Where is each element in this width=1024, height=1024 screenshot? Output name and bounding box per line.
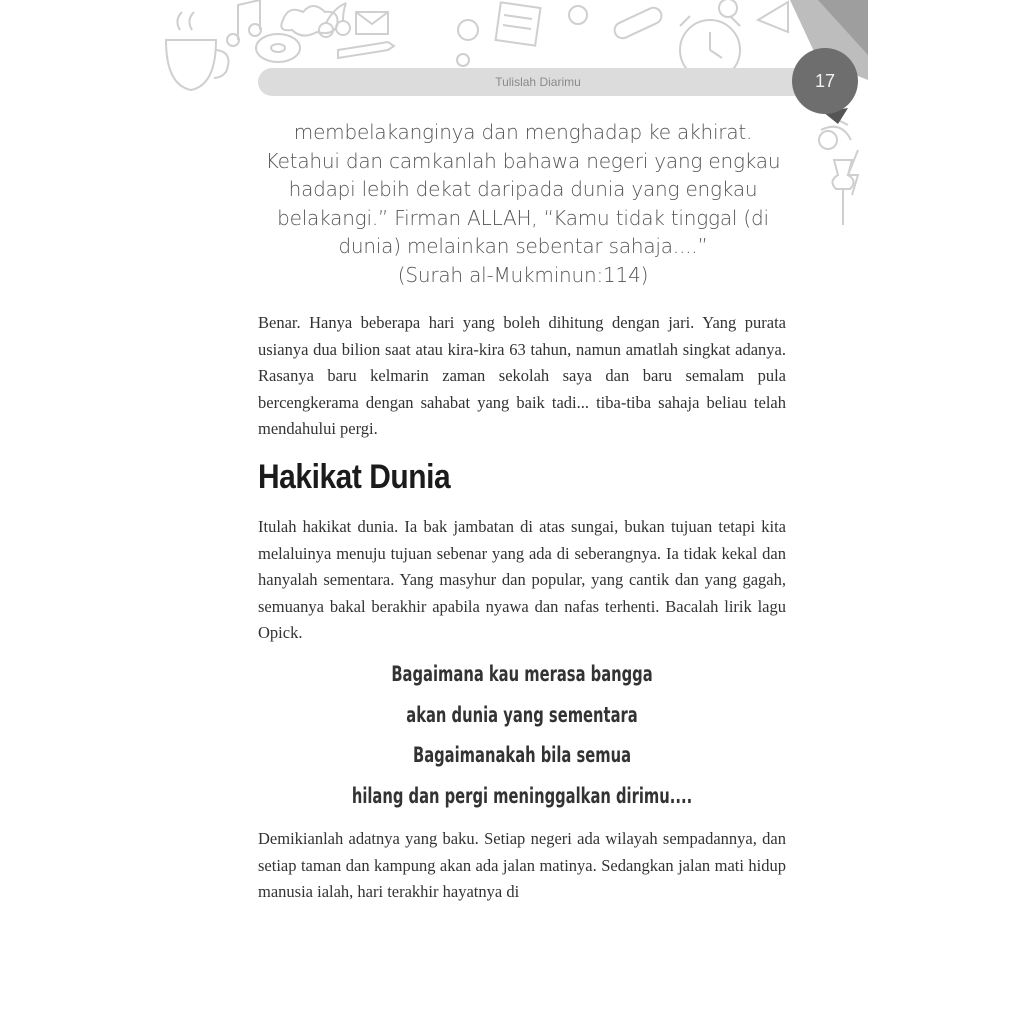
at-sign-icon — [819, 131, 837, 149]
body-paragraph-3: Demikianlah adatnya yang baku. Setiap negeri ada wilayah sempadannya, dan setiap taman dan kampung akan ada jalan matinya. Sedangkan jalan mati hidup manusia ialah, hari terakhir hayatnya di — [258, 829, 786, 902]
smiley-icon — [458, 20, 478, 40]
notebook-icon — [496, 2, 541, 45]
lyric-line: Bagaimanakah bila semua — [412, 743, 632, 767]
quote-block — [258, 118, 788, 289]
song-lyrics — [258, 654, 786, 816]
quote-line: hadapi lebih dekat daripada dunia yang engkau — [288, 177, 758, 201]
quote-line: belakangi.” Firman ALLAH, “Kamu tidak tinggal (di — [277, 205, 769, 230]
cloud-icon — [281, 6, 337, 36]
section-heading: Hakikat Dunia — [258, 458, 451, 496]
dial-icon — [457, 54, 469, 66]
music-note-icon — [238, 0, 260, 40]
steam-icon — [177, 12, 194, 30]
ruler-icon — [758, 2, 788, 32]
donut-icon — [256, 34, 300, 62]
lyric-line: Bagaimana kau merasa bangga — [391, 662, 653, 686]
running-head: Tulislah Diarimu — [495, 75, 581, 89]
pencil-icon — [338, 42, 394, 58]
bandage-icon — [612, 5, 664, 41]
book-page — [158, 0, 868, 1024]
cherry-icon — [319, 23, 333, 37]
coffee-cup-icon — [166, 40, 228, 90]
quote-source: (Surah al-Mukminun:114) — [397, 262, 649, 287]
quote-line: Ketahui dan camkanlah bahawa negeri yang engkau — [265, 148, 781, 173]
lyric-line: hilang dan pergi meninggalkan dirimu.... — [351, 783, 693, 808]
body-paragraph-2: Itulah hakikat dunia. Ia bak jambatan di atas sungai, bukan tujuan tetapi kita melaluinya menuju tujuan sebenar yang ada di seberangnya. Ia tidak kekal dan hanyalah sementara. Yang masyhur dan popular, yang cantik dan yang gagah, semuanya bakal berakhir apabila nyawa dan nafas terhenti. Bacalah lirik lagu Opick. — [258, 517, 786, 643]
lyric-line: akan dunia yang sementara — [406, 702, 638, 727]
quote-line: membelakanginya dan menghadap ke akhirat. — [293, 120, 753, 144]
body-paragraph-1: Benar. Hanya beberapa hari yang boleh dihitung dengan jari. Yang purata usianya dua bilion saat atau kira-kira 63 tahun, namun amatlah singkat adanya. Rasanya baru kelmarin zaman sekolah saya dan baru semalam pula bercengkerama dengan sahabat yang baik tadi... tiba-tiba sahaja beliau telah mendahului pergi. — [258, 313, 786, 439]
quote-line: dunia) melainkan sebentar sahaja....” — [338, 234, 708, 258]
page-number: 17 — [814, 71, 836, 91]
